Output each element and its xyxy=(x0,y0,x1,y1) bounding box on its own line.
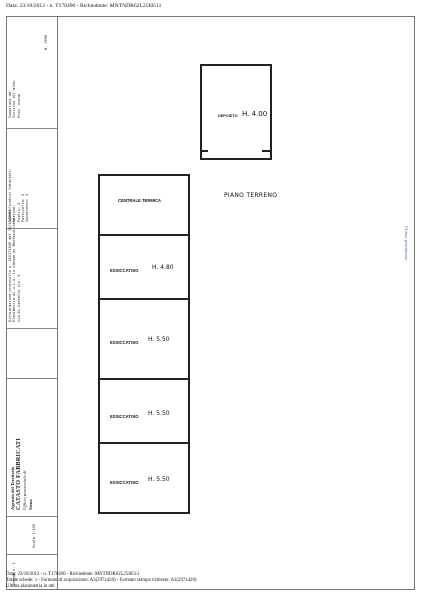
agency-name: Agenzia del Territorio xyxy=(10,466,15,510)
iscritto-label: Iscritto all'albo: xyxy=(12,79,17,118)
planimetria-text: Planimetria di u.i.u. in Comune di Montepulciano xyxy=(12,218,17,322)
room-label: CENTRALE TERMICA xyxy=(118,198,162,203)
strip-divider xyxy=(6,328,58,329)
footer-line-1: Data: 23/10/2012 - n. T170490 - Richiedente: MNTNDR62L25I0511 xyxy=(6,572,140,577)
sezione-label: Sezione: xyxy=(12,204,17,222)
room-height: H. 4.80 xyxy=(152,264,174,271)
particella-label: Particella: 2 xyxy=(20,193,25,222)
footer-line-3: Ultima planimetria in atti xyxy=(6,584,55,589)
dichiarazione-block xyxy=(8,209,21,322)
albo-number: N. 2090 xyxy=(44,34,48,50)
prov-label: Prov. Siena xyxy=(16,94,21,118)
agency-block xyxy=(10,438,34,510)
strip-divider xyxy=(6,128,58,129)
room-essiccatoio-4 xyxy=(98,442,190,514)
compilata-label: Compilata da: xyxy=(8,89,12,118)
room-height: H. 5.50 xyxy=(148,410,170,417)
strip-divider xyxy=(6,378,58,379)
wall-opening xyxy=(262,150,270,152)
room-essiccatoio-2 xyxy=(98,298,190,380)
subalterno-label: Subalterno: 5 xyxy=(25,193,30,222)
wall-opening xyxy=(200,150,208,152)
strip-divider xyxy=(6,554,58,555)
footer-line-2: Totale schede: 1 - Formato di acquisizione: A3(297x420) - Formato stampa richiesto: A3(297x420) xyxy=(6,578,197,583)
room-centrale-termica xyxy=(98,174,190,236)
room-label: ESSICCATOIO xyxy=(110,414,139,419)
scala-label: Scala 1:100 xyxy=(32,524,36,548)
via-text: Via Di Castello civ. 5 xyxy=(16,274,21,322)
dichiarazione-text: Dichiarazione protocollo n. SI0171640 del 16/10/2008 xyxy=(8,209,12,322)
scheda-label: Scheda n. 1 xyxy=(12,562,16,586)
room-height: H. 5.50 xyxy=(148,476,170,483)
margin-note: Ultima planimetria xyxy=(404,226,409,261)
room-label: ESSICCATOIO xyxy=(110,340,139,345)
strip-divider xyxy=(6,516,58,517)
room-label: ESSICCATOIO xyxy=(110,268,139,273)
ufficio-label: Ufficio provinciale di xyxy=(22,470,27,510)
deposito-label: DEPOSITO xyxy=(218,114,238,118)
piano-label: PIANO TERRENO xyxy=(224,192,278,199)
cadastral-side-strip xyxy=(6,16,58,590)
compilata-block xyxy=(8,79,21,118)
page-header: Data: 23/10/2012 - n. T170490 - Richiedente: MNTNDR62L25I0511 xyxy=(6,3,162,9)
room-essiccatoio-1 xyxy=(98,234,190,300)
room-essiccatoio-3 xyxy=(98,378,190,444)
identificativi-label: Identificativi Catastali: xyxy=(8,167,12,222)
room-height: H. 5.50 xyxy=(148,336,170,343)
city-label: Siena xyxy=(28,499,33,510)
catasto-title: CATASTO FABBRICATI xyxy=(15,438,22,510)
deposito-room xyxy=(200,64,272,160)
deposito-height: H. 4.00 xyxy=(242,110,268,118)
foglio-label: Foglio: 2 xyxy=(16,202,21,222)
room-label: ESSICCATOIO xyxy=(110,480,139,485)
main-building xyxy=(98,174,192,516)
